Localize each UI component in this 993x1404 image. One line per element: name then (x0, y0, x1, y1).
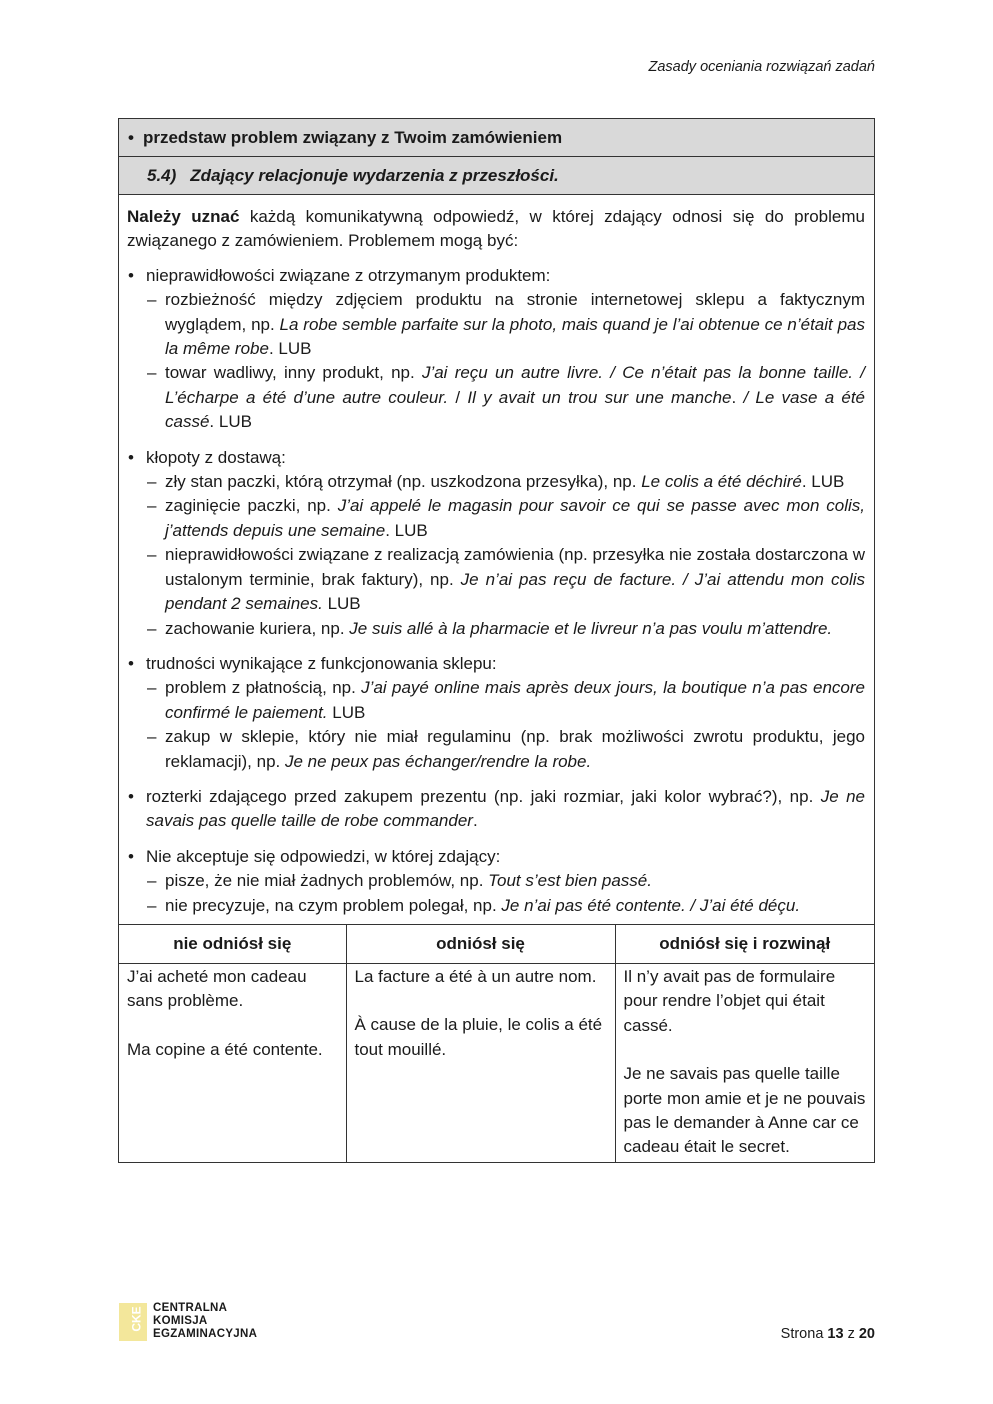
example-text: Ma copine a été contente. (127, 1039, 323, 1059)
list-item: – zakup w sklepie, który nie miał regulaminu (np. brak możliwości zwrotu produktu, jego reklamacji), np. Je ne peux pas échanger/rendre la robe. (127, 725, 865, 774)
example-text: J’ai acheté mon cadeau sans problème. (127, 966, 307, 1011)
problem-group-delivery (127, 446, 865, 641)
list-item: – problem z płatnością, np. J’ai payé online mais après deux jours, la boutique n’a pas encore confirmé le paiement. LUB (127, 676, 865, 725)
column-header: odniósł się (346, 924, 615, 963)
running-header: Zasady oceniania rozwiązań zadań (648, 59, 875, 75)
list-item: – nie precyzuje, na czym problem polegał, np. Je n’ai pas été contente. / J’ai été déçu. (127, 894, 865, 918)
table-cell (346, 963, 615, 1161)
example-text: Je ne savais pas quelle taille porte mon amie et je ne pouvais pas le demander à Anne car ce cadeau était le secret. (623, 1064, 866, 1157)
column-header: nie odniósł się (119, 924, 346, 963)
intro-paragraph (127, 205, 865, 254)
requirement-number: 5.4) (147, 165, 177, 185)
problem-group-product (127, 264, 865, 435)
cke-logo-mark: CKE (119, 1303, 147, 1341)
group-label: • trudności wynikające z funkcjonowania sklepu: (127, 652, 865, 676)
table-cell (615, 963, 874, 1161)
requirement-text: Zdający relacjonuje wydarzenia z przeszłości. (190, 165, 559, 185)
list-item: – pisze, że nie miał żadnych problemów, np. Tout s’est bien passé. (127, 869, 865, 893)
table-row (119, 963, 874, 1161)
group-label: • kłopoty z dostawą: (127, 446, 865, 470)
intro-text: każdą komunikatywną odpowiedź, w której zdający odnosi się do problemu związanego z zamówieniem. Problemem mogą być: (127, 207, 865, 251)
intro-bold: Należy uznać (127, 207, 240, 226)
cke-logo-text: CENTRALNA KOMISJA EGZAMINACYJNA (153, 1302, 258, 1340)
table-header-row (119, 924, 874, 963)
task-title: przedstaw problem związany z Twoim zamówieniem (142, 127, 563, 147)
scoring-frame (118, 118, 875, 1163)
list-item: – zachowanie kuriera, np. Je suis allé à la pharmacie et le livreur n’a pas voulu m’attendre. (127, 617, 865, 641)
example-text: La facture a été à un autre nom. (354, 966, 597, 986)
example-text: À cause de la pluie, le colis a été tout mouillé. (354, 1015, 603, 1059)
list-item: • rozterki zdającego przed zakupem prezentu (np. jaki rozmiar, jaki kolor wybrać?), np. Je ne savais pas quelle taille de robe commander. (127, 785, 865, 834)
bullet-icon: • (128, 127, 134, 147)
list-item: – rozbieżność między zdjęciem produktu na stronie internetowej sklepu a faktycznym wyglądem, np. La robe semble parfaite sur la photo, mais quand je l’ai obtenue ce n’était pas la même robe. LUB (127, 288, 865, 361)
problem-group-shop (127, 652, 865, 774)
requirement-row (119, 157, 874, 195)
not-accepted-group (127, 845, 865, 918)
list-item: – zaginięcie paczki, np. J’ai appelé le magasin pour savoir ce qui se passe avec mon colis, j’attends depuis une semaine. LUB (127, 494, 865, 543)
list-item: – nieprawidłowości związane z realizacją zamówienia (np. przesyłka nie została dostarczona w ustalonym terminie, brak faktury), np. Je n’ai pas reçu de facture. / J’ai attendu mon colis pendant 2 semaines. LUB (127, 543, 865, 616)
examples-table (119, 924, 874, 1162)
list-item: – zły stan paczki, którą otrzymał (np. uszkodzona przesyłka), np. Le colis a été déchiré. LUB (127, 470, 865, 494)
list-item: – towar wadliwy, inny produkt, np. J’ai reçu un autre livre. / Ce n’était pas la bonne taille. / L’écharpe a été d’une autre couleur. / Il y avait un trou sur une manche. / Le vase a été cassé. LUB (127, 361, 865, 434)
problem-group-gift (127, 785, 865, 834)
cke-logo (119, 1302, 257, 1341)
column-header: odniósł się i rozwinął (615, 924, 874, 963)
group-label: • Nie akceptuje się odpowiedzi, w której zdający: (127, 845, 865, 869)
table-cell (119, 963, 346, 1161)
criteria-body (119, 195, 874, 924)
task-row (119, 119, 874, 157)
group-label: • nieprawidłowości związane z otrzymanym produktem: (127, 264, 865, 288)
page-number: Strona 13 z 20 (780, 1326, 875, 1342)
example-text: Il n’y avait pas de formulaire pour rendre l’objet qui était cassé. (623, 966, 836, 1035)
